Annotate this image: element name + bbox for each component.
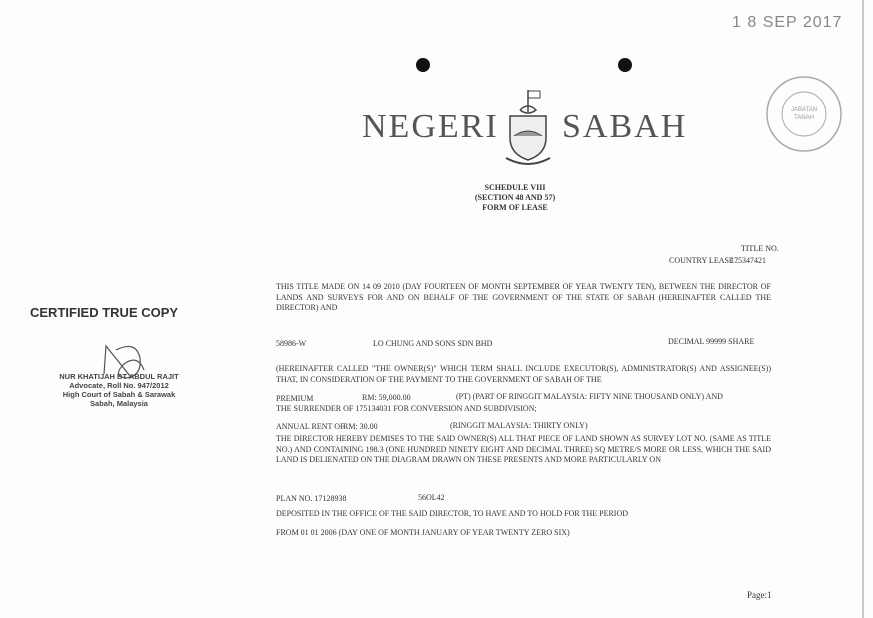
schedule-line: FORM OF LEASE xyxy=(482,203,548,212)
owner-clause: (HEREINAFTER CALLED "THE OWNER(S)" WHICH TERM SHALL INCLUDE EXECUTOR(S), ADMINISTRATOR(S) AND ASSIGNEE(S)) THAT, IN CONSIDERATION OF THE PAYMENT TO THE GOVERNMENT OF SABAH OF THE xyxy=(276,364,771,384)
date-stamp: 1 8 SEP 2017 xyxy=(732,14,843,31)
rent-amount: RM: 30.00 xyxy=(343,422,378,431)
premium-words: (PT) (PART OF RINGGIT MALAYSIA: FIFTY NINE THOUSAND ONLY) AND xyxy=(456,392,723,401)
premium-label: PREMIUM xyxy=(276,394,314,403)
punch-hole xyxy=(416,58,430,72)
schedule-heading xyxy=(470,183,560,213)
header-sabah: SABAH xyxy=(562,108,688,145)
plan-code: 56OL42 xyxy=(418,493,445,502)
signatory-court: High Court of Sabah & Sarawak xyxy=(62,390,176,399)
title-no-value: 175347421 xyxy=(730,256,766,265)
demise-paragraph: THE DIRECTOR HEREBY DEMISES TO THE SAID OWNER(S) ALL THAT PIECE OF LAND SHOWN AS SURVEY LOT NO. (SAME AS TITLE NO.) AND CONTAINING 198.3 (ONE HUNDRED NINETY EIGHT AND DECIMAL THREE) SQ METRE/S MORE OR LESS, WHICH THE SAID LAND IS DELIENATED ON THE DIAGRAM DRAWN ON THESE PRESENTS AND MORE PARTICULARLY ON xyxy=(276,434,771,464)
title-no-label: TITLE NO. xyxy=(741,244,779,253)
surrender-clause: THE SURRENDER OF 175134031 FOR CONVERSION AND SUBDIVISION; xyxy=(276,404,537,413)
schedule-line: SCHEDULE VIII xyxy=(484,183,546,192)
rent-label: ANNUAL RENT OF xyxy=(276,422,345,431)
signatory-block xyxy=(34,372,204,408)
official-seal xyxy=(764,74,844,154)
signatory-name: NUR KHATIJAH BT ABDUL RAJIT xyxy=(59,372,179,381)
owner-share: DECIMAL 99999 SHARE xyxy=(668,337,755,346)
header-negeri: NEGERI xyxy=(362,108,499,145)
signatory-title: Advocate, Roll No. 947/2012 xyxy=(69,381,169,390)
premium-amount: RM: 59,000.00 xyxy=(362,393,411,402)
intro-paragraph: THIS TITLE MADE ON 14 09 2010 (DAY FOURTEEN OF MONTH SEPTEMBER OF YEAR TWENTY TEN), BETWEEN THE DIRECTOR OF LANDS AND SURVEYS FOR AND ON BEHALF OF THE GOVERNMENT OF THE STATE OF SABAH (HEREINAFTER CALLED THE DIRECTOR) AND xyxy=(276,282,771,312)
owner-name: LO CHUNG AND SONS SDN BHD xyxy=(373,339,493,348)
page-edge xyxy=(862,0,864,618)
page-number: Page:1 xyxy=(747,590,772,600)
schedule-line: (SECTION 48 AND 57) xyxy=(474,193,556,202)
period-from: FROM 01 01 2006 (DAY ONE OF MONTH JANUARY OF YEAR TWENTY ZERO SIX) xyxy=(276,528,570,537)
signatory-location: Sabah, Malaysia xyxy=(90,399,148,408)
certified-true-copy-stamp: CERTIFIED TRUE COPY xyxy=(30,305,179,320)
owner-reg-no: 58986-W xyxy=(276,339,307,348)
punch-hole xyxy=(618,58,632,72)
svg-text:JABATAN: JABATAN xyxy=(790,107,818,113)
deposited-clause: DEPOSITED IN THE OFFICE OF THE SAID DIRECTOR, TO HAVE AND TO HOLD FOR THE PERIOD xyxy=(276,509,629,518)
rent-words: (RINGGIT MALAYSIA: THIRTY ONLY) xyxy=(450,421,588,430)
sabah-coat-of-arms xyxy=(500,88,556,170)
svg-text:TANAH: TANAH xyxy=(794,115,814,121)
plan-no: PLAN NO. 17128938 xyxy=(276,494,347,503)
country-lease-label: COUNTRY LEASE : xyxy=(669,256,739,265)
